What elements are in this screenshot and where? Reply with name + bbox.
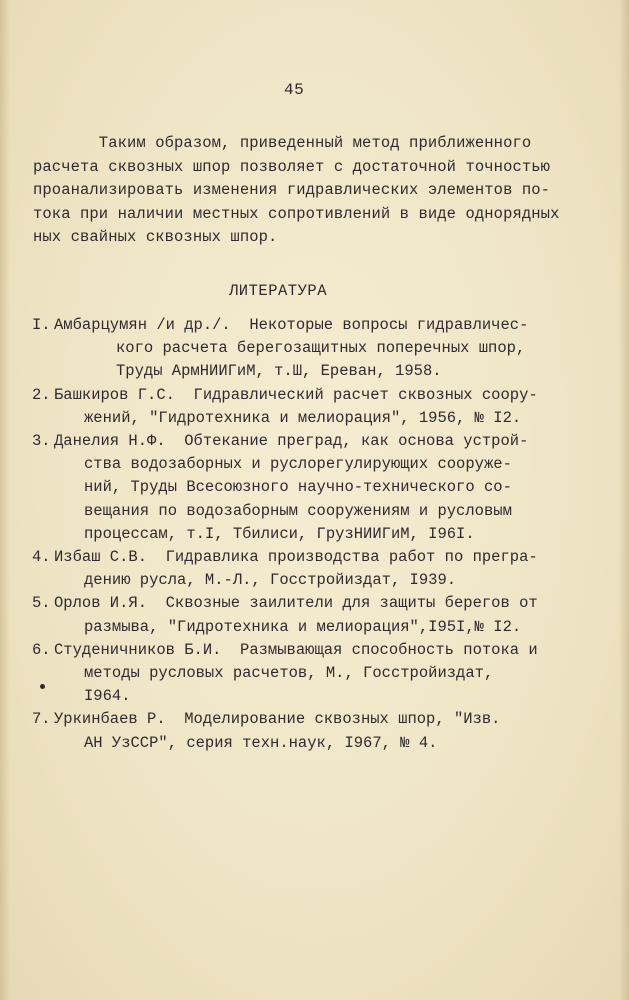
left-edge-shadow: [0, 0, 10, 1000]
reference-number: I.: [32, 316, 51, 334]
reference-item: [32, 546, 602, 592]
reference-line: Студеничников Б.И. Размывающая способность потока и: [54, 640, 538, 659]
reference-number: 4.: [32, 548, 51, 567]
reference-item: [32, 430, 602, 546]
right-edge-shadow: [619, 0, 629, 1000]
reference-item: [32, 314, 602, 384]
reference-line: Амбарцумян /и др./. Некоторые вопросы гидравличес-: [54, 316, 529, 334]
paragraph-line: расчета сквозных шпор позволяет с достаточной точностью: [33, 157, 551, 176]
reference-line: размыва, "Гидротехника и мелиорация",I95I,№ I2.: [84, 617, 522, 636]
reference-line: I964.: [84, 687, 131, 706]
reference-line: жений, "Гидротехника и мелиорация", 1956, № I2.: [84, 408, 522, 427]
references-heading: ЛИТЕРАТУРА: [229, 282, 328, 300]
references-list: [32, 314, 602, 755]
reference-line: АН УзССР", серия техн.наук, I967, № 4.: [84, 733, 438, 752]
reference-line: методы русловых расчетов, М., Госстройиздат,: [84, 664, 494, 683]
reference-item: [32, 708, 602, 754]
stray-ink-dot: [40, 684, 45, 689]
reference-number: 6.: [32, 640, 51, 659]
reference-number: 2.: [32, 385, 51, 404]
reference-line: Орлов И.Я. Сквозные заилители для защиты берегов от: [54, 594, 538, 613]
reference-line: процессам, т.I, Тбилиси, ГрузНИИГиМ, I96I.: [84, 524, 475, 543]
paragraph-line: Таким образом, приведенный метод приближенного: [33, 134, 532, 152]
reference-line: вещания по водозаборным сооружениям и русловым: [84, 501, 512, 520]
reference-line: Избаш С.В. Гидравлика производства работ по прегра-: [54, 548, 538, 567]
reference-number: 7.: [32, 710, 51, 729]
reference-item: [32, 592, 602, 638]
reference-line: Труды АрмНИИГиМ, т.Ш, Ереван, 1958.: [116, 362, 442, 381]
reference-line: дению русла, М.-Л., Госстройиздат, I939.: [84, 571, 457, 590]
reference-item: [32, 384, 602, 430]
paragraph-line: ных свайных сквозных шпор.: [33, 228, 278, 246]
paragraph-line: проанализировать изменения гидравлических элементов по-: [33, 181, 551, 199]
reference-line: Данелия Н.Ф. Обтекание преград, как основа устрой-: [54, 432, 529, 451]
reference-item: [32, 639, 602, 709]
reference-line: кого расчета берегозащитных поперечных шпор,: [116, 339, 526, 358]
conclusion-paragraph: [33, 132, 593, 250]
reference-line: ний, Труды Всесоюзного научно-технического со-: [84, 478, 512, 497]
reference-number: 5.: [32, 594, 51, 613]
reference-number: 3.: [32, 432, 51, 451]
paragraph-line: тока при наличии местных сопротивлений в виде однорядных: [33, 204, 560, 223]
page-number: 45: [284, 81, 305, 99]
reference-line: Башкиров Г.С. Гидравлический расчет сквозных соору-: [54, 385, 538, 404]
reference-line: Уркинбаев Р. Моделирование сквозных шпор, "Изв.: [54, 710, 501, 729]
reference-line: ства водозаборных и руслорегулирующих сооруже-: [84, 455, 512, 474]
